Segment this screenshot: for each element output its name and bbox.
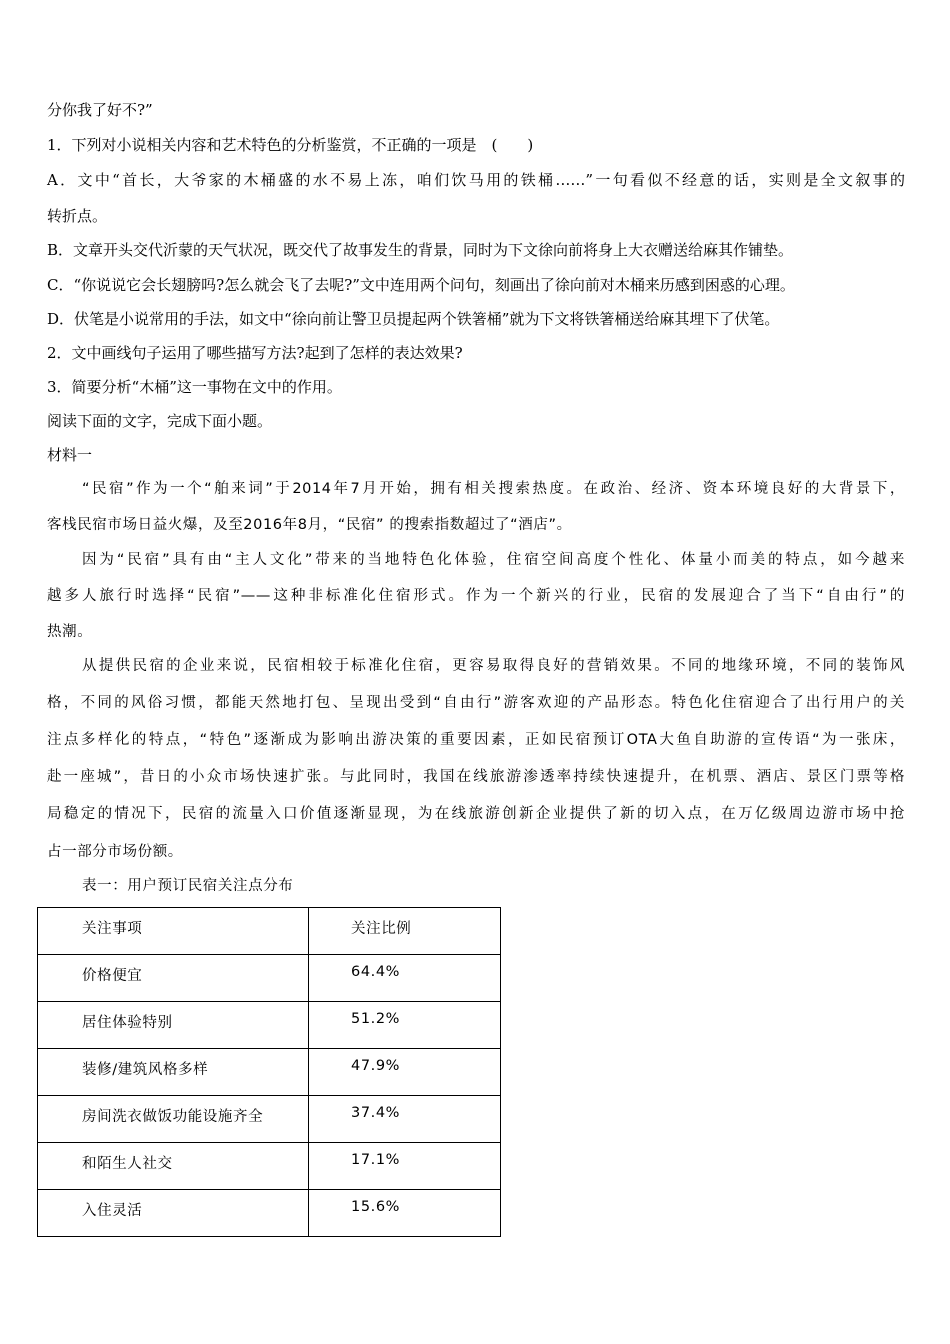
table-row [38,1096,501,1143]
table-cell [309,1002,501,1049]
option-d: D．伏笔是小说常用的手法，如文中“徐向前让警卫员提起两个铁箸桶”就为下文将铁箸桶送给麻其埋下了伏笔。 [47,310,780,328]
cell-text: 64.4% [351,964,401,980]
cell-text: 装修/建筑风格多样 [82,1062,209,1078]
option-c: C．“你说说它会长翅膀吗?怎么就会飞了去呢?”文中连用两个问句，刻画出了徐向前对木桶来历感到困惑的心理。 [47,276,795,294]
table-caption: 表一：用户预订民宿关注点分布 [82,878,294,894]
cell-text: 47.9% [351,1058,401,1074]
table-cell [38,1096,309,1143]
cell-text: 17.1% [351,1152,401,1168]
option-a: A．文中“首长，大爷家的木桶盛的水不易上冻，咱们饮马用的铁桶……”一句看似不经意的话，实则是全文叙事的 [47,171,905,189]
table-cell [38,1002,309,1049]
table-cell [309,1143,501,1190]
question-3: 3．简要分析“木桶”这一事物在文中的作用。 [47,378,342,396]
paragraph-1-line: “民宿”作为一个“舶来词”于2014年7月开始，拥有相关搜索热度。在政治、经济、资本环境良好的大背景下， [82,481,905,497]
paragraph-3-line: 占一部分市场份额。 [47,844,183,860]
question-1: 1．下列对小说相关内容和艺术特色的分析鉴赏，不正确的一项是 ( ) [47,136,534,154]
text-line: 分你我了好不?” [47,101,153,119]
table-row [38,955,501,1002]
paragraph-2-line: 热潮。 [47,624,93,640]
paragraph-3-line: 局稳定的情况下，民宿的流量入口价值逐渐显现，为在线旅游创新企业提供了新的切入点，在万亿级周边游市场中抢 [47,806,905,822]
table-header-row [38,908,501,955]
cell-text: 价格便宜 [82,968,143,984]
table-cell [38,1143,309,1190]
table-cell [309,1190,501,1237]
paragraph-3-line: 从提供民宿的企业来说，民宿相较于标准化住宿，更容易取得良好的营销效果。不同的地缘环境，不同的装饰风 [82,658,905,674]
cell-text: 房间洗衣做饭功能设施齐全 [82,1109,264,1125]
header-label: 关注比例 [351,921,412,937]
table-row [38,1049,501,1096]
cell-text: 入住灵活 [82,1203,143,1219]
paragraph-3-line: 格，不同的风俗习惯，都能天然地打包、呈现出受到“自由行”游客欢迎的产品形态。特色化住宿迎合了出行用户的关 [47,695,905,711]
cell-text: 51.2% [351,1011,401,1027]
paragraph-2-line: 因为“民宿”具有由“主人文化”带来的当地特色化体验，住宿空间高度个性化、体量小而美的特点，如今越来 [82,552,905,568]
header-label: 关注事项 [82,921,143,937]
question-2: 2．文中画线句子运用了哪些描写方法?起到了怎样的表达效果? [47,344,463,362]
table-header-cell [309,908,501,955]
cell-text: 37.4% [351,1105,401,1121]
cell-text: 和陌生人社交 [82,1156,173,1172]
table-cell [38,1049,309,1096]
table-header-cell [38,908,309,955]
table-cell [38,1190,309,1237]
table-cell [38,955,309,1002]
paragraph-3-line: 赴一座城”，昔日的小众市场快速扩张。与此同时，我国在线旅游渗透率持续快速提升，在机票、酒店、景区门票等格 [47,769,905,785]
cell-text: 15.6% [351,1199,401,1215]
paragraph-2-line: 越多人旅行时选择“民宿”——这种非标准化住宿形式。作为一个新兴的行业，民宿的发展迎合了当下“自由行”的 [47,588,905,604]
paragraph-1-line: 客栈民宿市场日益火爆，及至2016年8月，“民宿” 的搜索指数超过了“酒店”。 [47,517,572,533]
cell-text: 居住体验特别 [82,1015,173,1031]
option-b: B．文章开头交代沂蒙的天气状况，既交代了故事发生的背景，同时为下文徐向前将身上大衣赠送给麻其作铺垫。 [47,241,794,259]
data-table [37,907,501,1237]
paragraph-3-line: 注点多样化的特点，“特色”逐渐成为影响出游决策的重要因素，正如民宿预订OTA大鱼自助游的宣传语“为一张床， [47,732,905,748]
material-heading: 材料一 [47,446,93,464]
option-a-cont: 转折点。 [47,207,108,225]
instruction: 阅读下面的文字，完成下面小题。 [47,412,273,430]
table-row [38,1143,501,1190]
table-row [38,1002,501,1049]
table-cell [309,1049,501,1096]
table-row [38,1190,501,1237]
table-cell [309,1096,501,1143]
table-cell [309,955,501,1002]
